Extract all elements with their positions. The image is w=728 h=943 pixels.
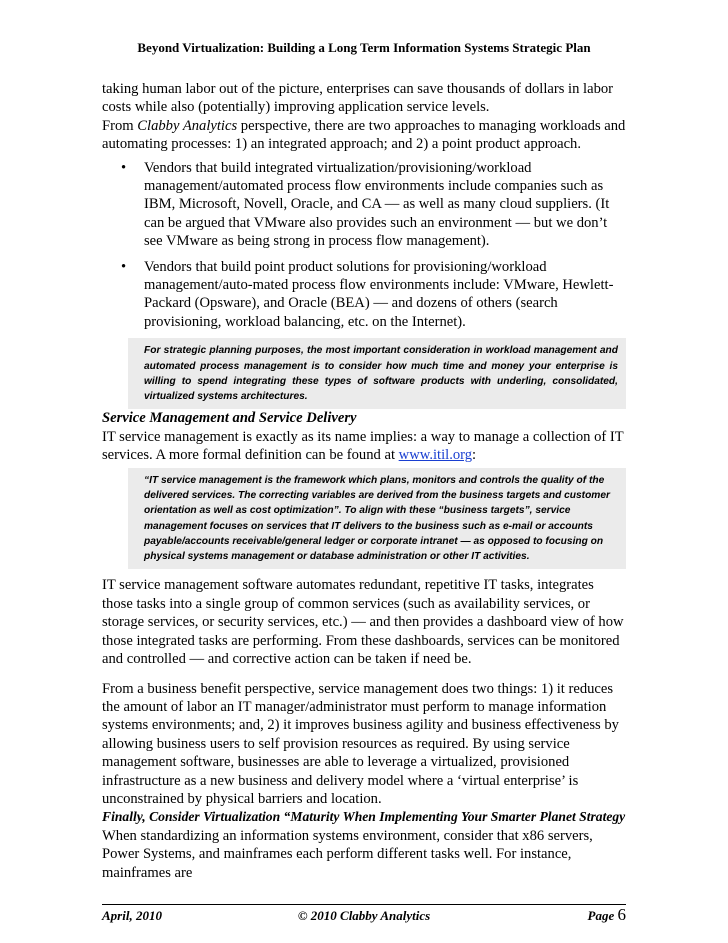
running-header: Beyond Virtualization: Building a Long Term Information Systems Strategic Plan	[137, 40, 591, 55]
section-title-virtualization-maturity: Finally, Consider Virtualization “Maturity When Implementing Your Smarter Planet Strategy	[102, 809, 626, 825]
section-title-service-management: Service Management and Service Delivery	[102, 410, 357, 427]
footer-page-number: Page 6	[587, 905, 626, 924]
paragraph-business-benefit: From a business benefit perspective, service management does two things: 1) it reduces the amount of labor an IT manager/administrator must perform to manage information systems environments; and, 2) it improves business agility and business effectiveness by allowing business users to self provision resources as required. By using service management software, businesses are able to leverage a virtualized, provisioned infrastructure as a new business and delivery model where a ‘virtual enterprise’ is unconstrained by physical barriers and location.	[102, 680, 619, 807]
footer-copyright: © 2010 Clabby Analytics	[297, 908, 431, 923]
footer-date: April, 2010	[102, 908, 162, 923]
paragraph-labor-savings: taking human labor out of the picture, enterprises can save thousands of dollars in labor costs while also (potentially) improving application service levels.	[102, 81, 614, 116]
footer-rule	[102, 904, 626, 905]
itil-link[interactable]: www.itil.org	[398, 447, 473, 464]
bullet-integrated-vendors: • Vendors that build integrated virtualization/provisioning/workload management/automated process flow environments include companies such as IBM, Microsoft, Novell, Oracle, and CA — as well as many cloud suppliers. (It can be argued that VMware also provides such an environment — but we don’t see VMware as being strong in process flow management).	[121, 159, 610, 250]
clabby-analytics-italic: Clabby Analytics	[137, 117, 238, 134]
paragraph-two-approaches: From Clabby Analytics perspective, there are two approaches to managing workloads and automating processes: 1) an integrated approach; and 2) a point product approach.	[102, 117, 626, 153]
bullet-point-product-vendors: • Vendors that build point product solutions for provisioning/workload management/auto-mated process flow environments include: VMware, Hewlett-Packard (Opsware), and Oracle (BEA) — and dozens of others (search provisioning, workload balancing, etc. on the Internet).	[121, 258, 614, 330]
page-body	[102, 80, 626, 882]
vendor-bullet-list	[102, 159, 626, 332]
paragraph-it-service-definition: IT service management is exactly as its name implies: a way to manage a collection of IT services. A more formal definition can be found at www.itil.org:	[102, 428, 624, 464]
bullet-marker: •	[121, 159, 127, 176]
bullet-marker: •	[121, 258, 127, 275]
paragraph-service-management-software: IT service management software automates redundant, repetitive IT tasks, integrates those tasks into a single group of common services (such as availability services, or storage services, or security services, etc.) — and then provides a dashboard view of how those integrated tasks are performing. From these dashboards, services can be monitored and controlled — and corrective action can be taken if need be.	[102, 577, 624, 668]
paragraph-standardizing: When standardizing an information systems environment, consider that x86 servers, Power Systems, and mainframes each perform different tasks well. For instance, mainframes are	[102, 827, 593, 881]
strategic-planning-callout: For strategic planning purposes, the most important consideration in workload management and automated process management is to consider how much time and money your enterprise is willing to spend integrating these types of software products with underling, consolidated, virtualized systems architectures.	[128, 338, 626, 409]
itil-definition-quote: “IT service management is the framework which plans, monitors and controls the quality of the delivered services. The correcting variables are derived from the business targets and customer orientation as well as cost optimization”. To align with these “business targets”, service management focuses on services that IT delivers to the business such as e-mail or accounts payable/accounts receivable/general ledger or corporate intranet — as opposed to focusing on physical systems management or database administration or other IT activities.	[128, 468, 626, 570]
